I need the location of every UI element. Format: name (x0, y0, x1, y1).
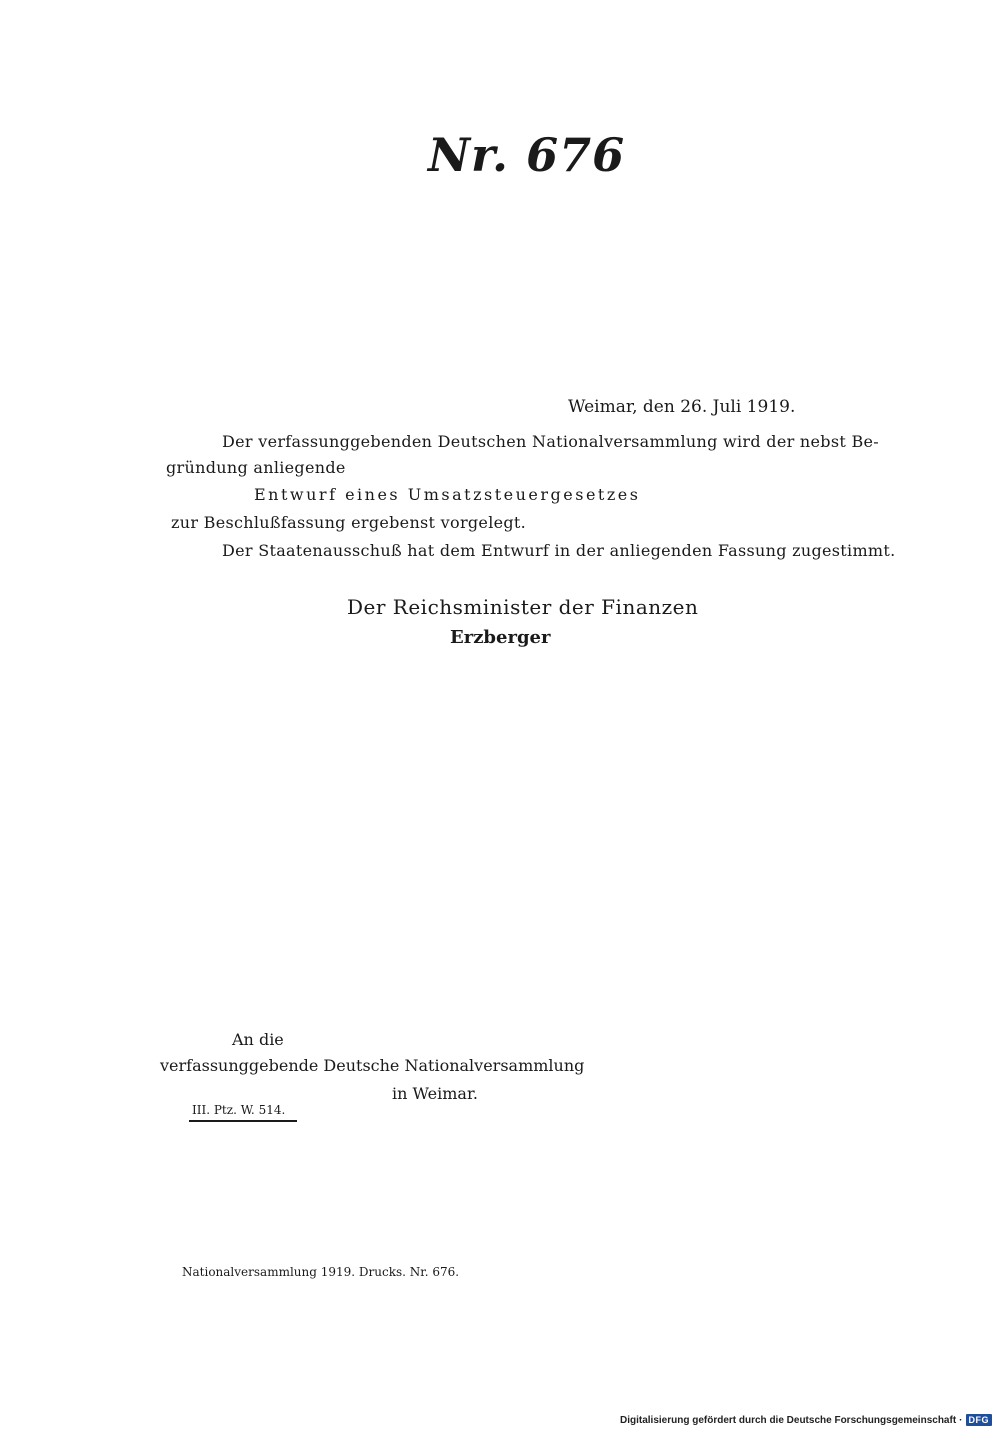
signatory-title: Der Reichsminister der Finanzen (347, 595, 699, 619)
digitization-credit: Digitalisierung gefördert durch die Deutsche Forschungsgemeinschaft · DFG (620, 1414, 992, 1426)
footer-print-reference: Nationalversammlung 1919. Drucks. Nr. 676. (182, 1265, 460, 1279)
date-line: Weimar, den 26. Juli 1919. (568, 397, 796, 417)
reference-code: III. Ptz. W. 514. (192, 1103, 286, 1117)
body-line-1: Der verfassunggebenden Deutschen Nationalversammlung wird der nebst Be- (222, 432, 880, 451)
bill-title: Entwurf eines Umsatzsteuergesetzes (254, 485, 641, 504)
body-line-4: zur Beschlußfassung ergebenst vorgelegt. (171, 513, 527, 532)
dfg-logo-icon: DFG (966, 1414, 993, 1426)
address-line-2: verfassunggebende Deutsche Nationalversammlung (160, 1056, 585, 1075)
address-line-3: in Weimar. (392, 1084, 478, 1103)
digitization-credit-text: Digitalisierung gefördert durch die Deutsche Forschungsgemeinschaft (619, 1414, 957, 1426)
body-line-2: gründung anliegende (166, 458, 346, 477)
reference-underline (189, 1120, 297, 1122)
address-line-1: An die (232, 1030, 284, 1049)
signatory-name: Erzberger (450, 627, 551, 648)
body-line-5: Der Staatenausschuß hat dem Entwurf in der anliegenden Fassung zugestimmt. (222, 541, 896, 560)
document-number: Nr. 676 (428, 128, 626, 182)
